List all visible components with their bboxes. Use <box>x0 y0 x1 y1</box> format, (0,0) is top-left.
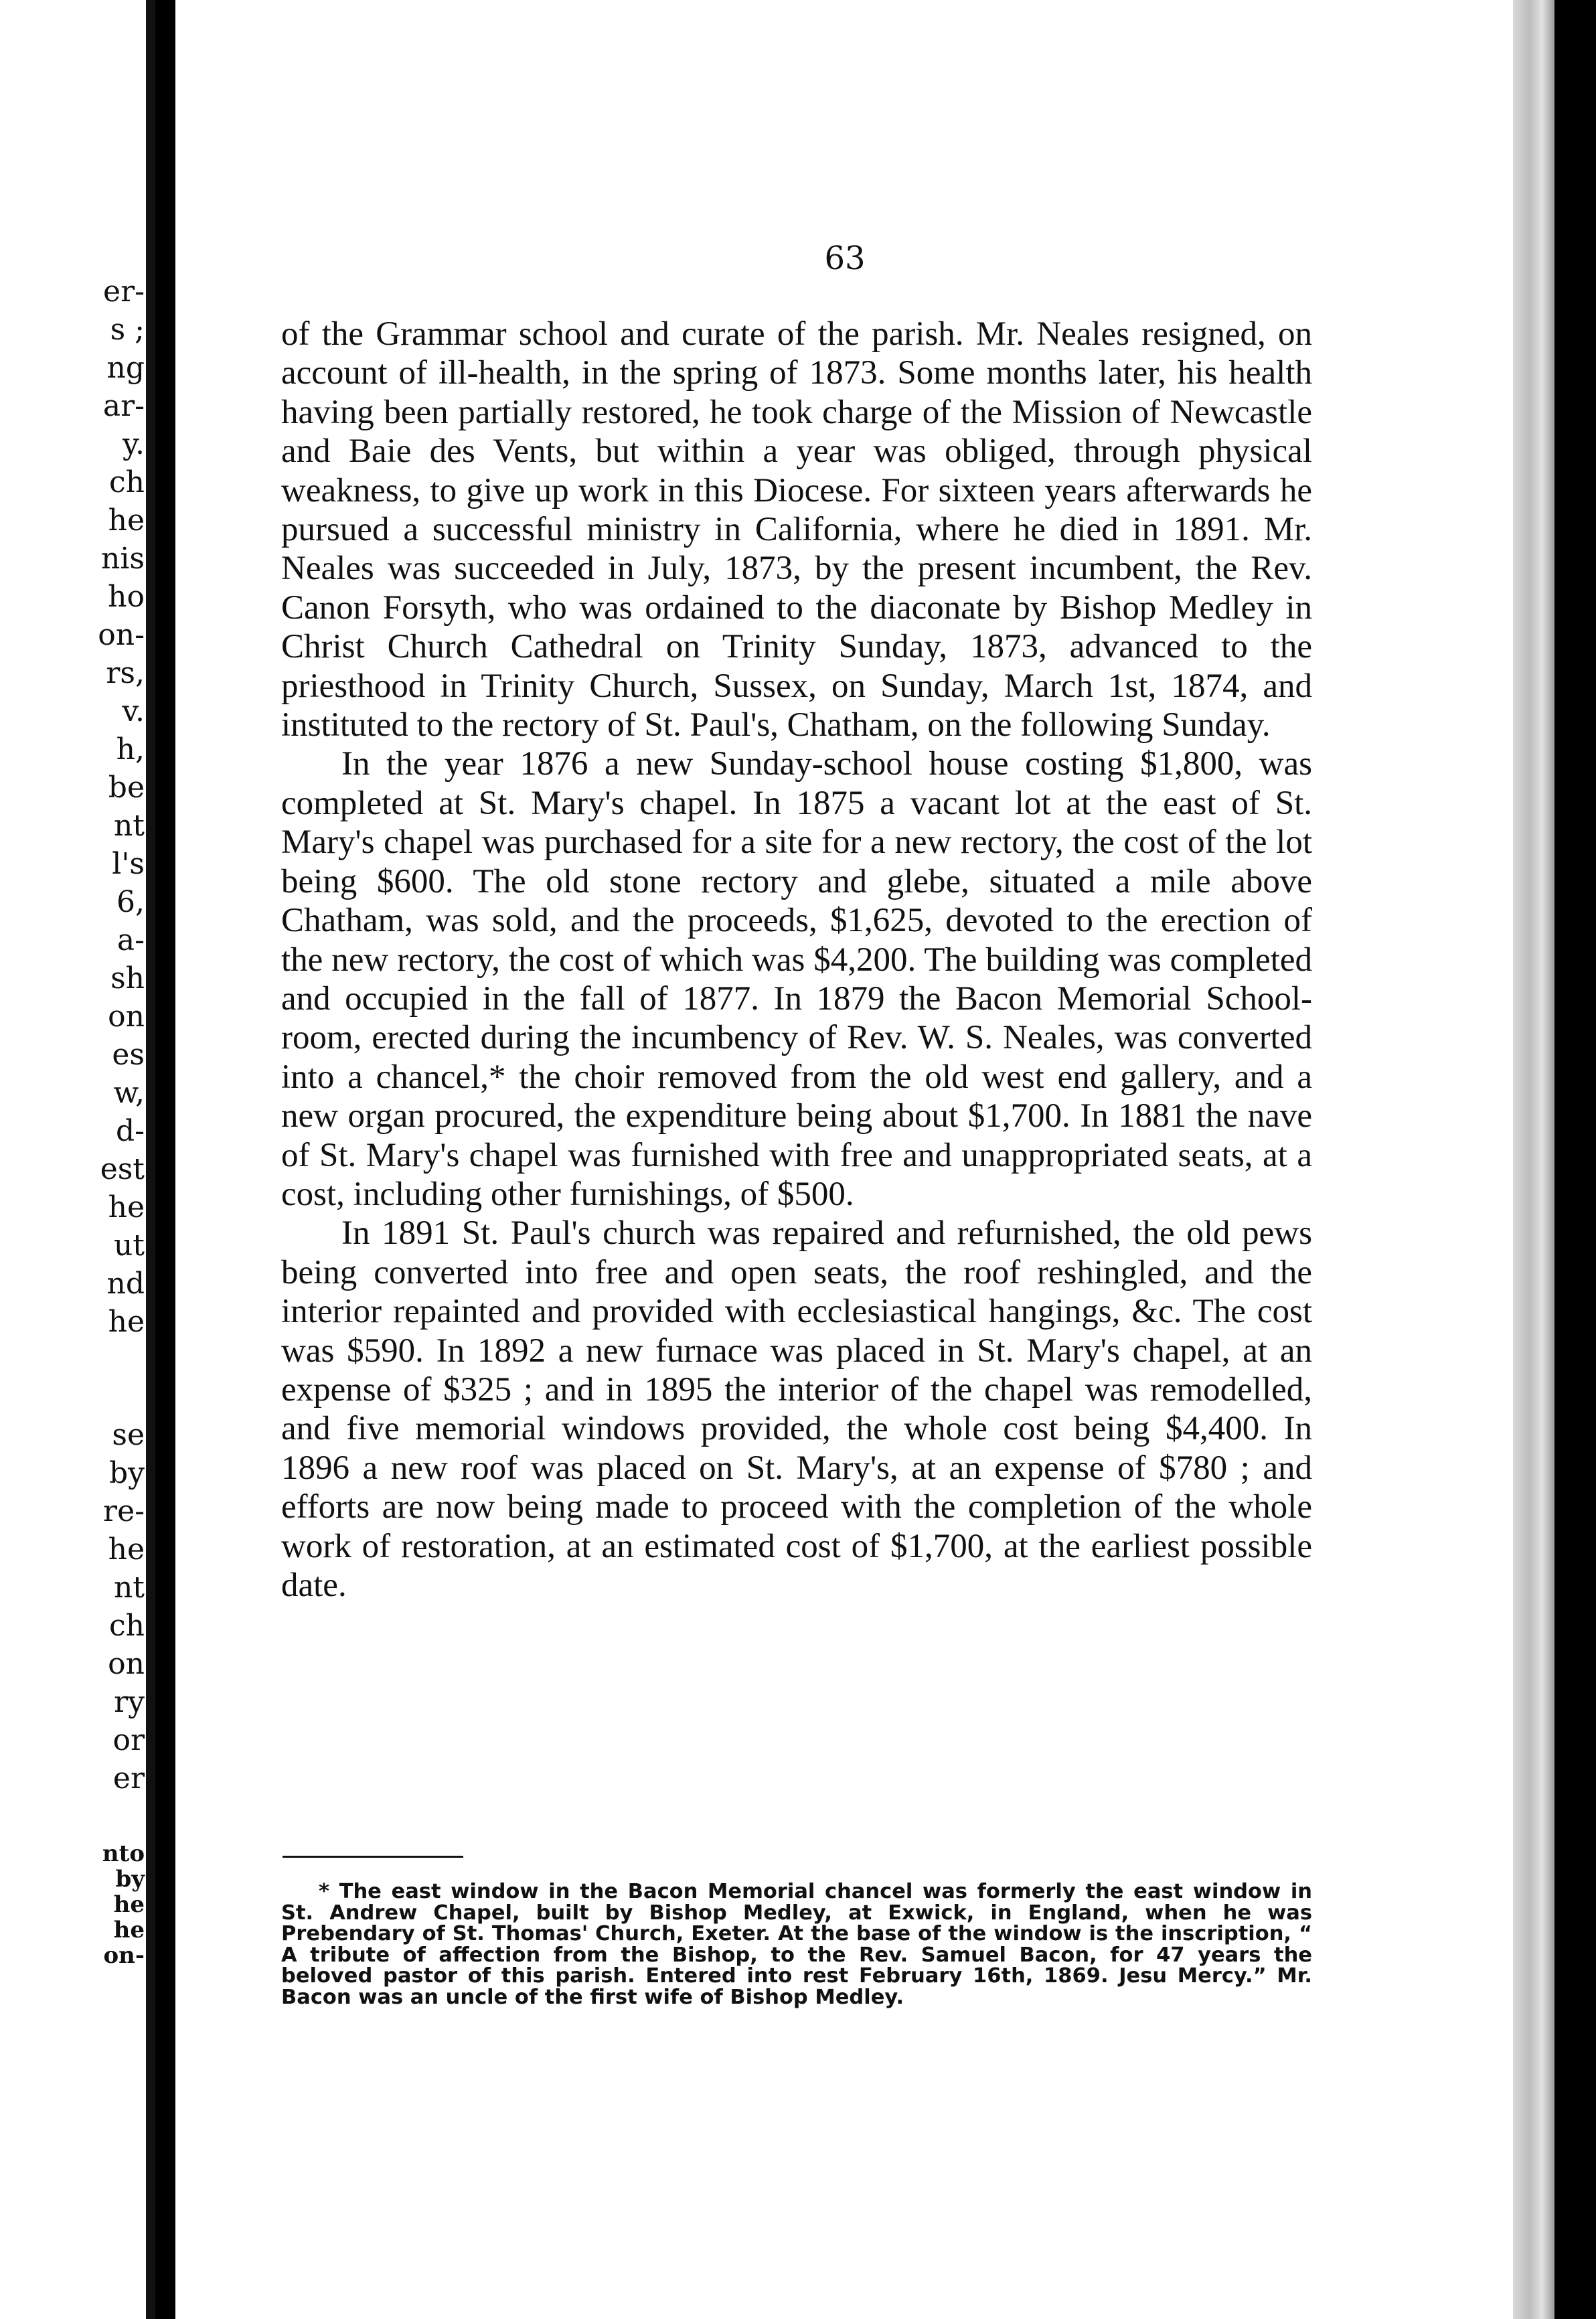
left-line: ar- <box>102 389 145 423</box>
left-line: ch <box>109 1609 145 1643</box>
paragraph: of the Grammar school and curate of the parish. Mr. Neales resigned, on account of ill-health, in the spring of 1873. Some months later, his health having been partially restored, he took charge of the Mission of Newcastle and Baie des Vents, but within a year was obliged, through physical weakness, to give up work in this Diocese. For sixteen years afterwards he pursued a successful ministry in California, where he died in 1891. Mr. Neales was succeeded in July, 1873, by the present incumbent, the Rev. Canon Forsyth, who was ordained to the diaconate by Bishop Medley in Christ Church Cathedral on Trinity Sunday, 1873, advanced to the priesthood in Trinity Church, Sussex, on Sunday, March 1st, 1874, and instituted to the rectory of St. Paul's, Chatham, on the following Sunday. <box>281 315 1312 744</box>
left-line: nt <box>113 809 145 843</box>
left-line: d- <box>115 1114 145 1148</box>
left-line: h, <box>116 732 145 767</box>
left-line: rs, <box>106 656 145 690</box>
page-edge <box>1513 0 1554 2319</box>
left-line: ng <box>106 351 145 385</box>
left-line: he <box>108 503 145 538</box>
left-line: he <box>108 1190 145 1224</box>
left-line: or <box>112 1723 145 1757</box>
footnote <box>281 1881 1312 2008</box>
left-line: sh <box>110 961 145 995</box>
left-line: he <box>108 1532 145 1567</box>
left-footnote-line: nto <box>102 1840 145 1867</box>
left-line: re- <box>103 1494 145 1528</box>
left-footnote-line: he <box>113 1917 145 1943</box>
paragraph: In 1891 St. Paul's church was repaired and refurnished, the old pews being converted into free and open seats, the roof reshingled, and the interior repainted and provided with ecclesiastical hangings, &c. The cost was $590. In 1892 a new furnace was placed in St. Mary's chapel, at an expense of $325 ; and in 1895 the interior of the chapel was remodelled, and five memorial windows provided, the whole cost being $4,400. In 1896 a new roof was placed on St. Mary's, at an expense of $780 ; and efforts are now being made to proceed with the completion of the whole work of restoration, at an estimated cost of $1,700, at the earliest possible date. <box>281 1214 1312 1604</box>
left-line: ry <box>114 1685 145 1719</box>
left-line: nt <box>113 1571 145 1605</box>
left-line: se <box>112 1418 145 1452</box>
left-line: on- <box>98 618 145 652</box>
left-line: ut <box>113 1228 145 1263</box>
left-line: er- <box>103 274 145 309</box>
left-line: es <box>112 1038 145 1072</box>
left-line: be <box>108 771 145 805</box>
left-line: er <box>112 1761 145 1795</box>
left-line: v. <box>122 694 145 728</box>
left-line: s ; <box>110 313 145 347</box>
left-footnote-line: he <box>113 1891 145 1918</box>
left-line: ch <box>109 465 145 499</box>
left-page-fragment <box>0 0 155 2319</box>
left-line: on <box>108 1647 145 1681</box>
left-line: 6, <box>116 885 145 919</box>
left-line: est <box>100 1152 145 1186</box>
left-line: a- <box>116 923 145 957</box>
left-line: nd <box>106 1267 145 1301</box>
page-number: 63 <box>824 240 866 277</box>
left-line: by <box>108 1456 145 1490</box>
book-gutter <box>146 0 155 2319</box>
left-line: l's <box>112 847 145 881</box>
left-footnote-line: on- <box>103 1942 145 1969</box>
left-line: y. <box>123 427 145 461</box>
right-page <box>175 0 1554 2319</box>
footnote-text: * The east window in the Bacon Memorial chancel was formerly the east window in St. Andrew Chapel, built by Bishop Medley, at Exwick, in England, when he was Prebendary of St. Thomas' Church, Exeter. At the base of the window is the inscription, “ A tribute of affection from the Bishop, to the Rev. Samuel Bacon, for 47 years the beloved pastor of this parish. Entered into rest February 16th, 1869. Jesu Mercy.” Mr. Bacon was an uncle of the first wife of Bishop Medley. <box>281 1880 1312 2009</box>
left-footnote-line: by <box>115 1866 145 1893</box>
footnote-divider <box>283 1856 463 1858</box>
left-line: w, <box>113 1076 145 1110</box>
left-line: he <box>108 1305 145 1339</box>
paragraph: In the year 1876 a new Sunday-school house costing $1,800, was completed at St. Mary's chapel. In 1875 a vacant lot at the east of St. Mary's chapel was purchased for a site for a new rectory, the cost of the lot being $600. The old stone rectory and glebe, situated a mile above Chatham, was sold, and the proceeds, $1,625, devoted to the erection of the new rectory, the cost of which was $4,200. The building was completed and occupied in the fall of 1877. In 1879 the Bacon Memorial School-room, erected during the incumbency of Rev. W. S. Neales, was converted into a chancel,* the choir removed from the old west end gallery, and a new organ procured, the expenditure being about $1,700. In 1881 the nave of St. Mary's chapel was furnished with free and unappropriated seats, at a cost, including other furnishings, of $500. <box>281 745 1312 1213</box>
body-text <box>281 315 1312 1605</box>
left-line: nis <box>101 542 145 576</box>
left-line: ho <box>108 580 145 614</box>
left-line: on <box>108 999 145 1034</box>
